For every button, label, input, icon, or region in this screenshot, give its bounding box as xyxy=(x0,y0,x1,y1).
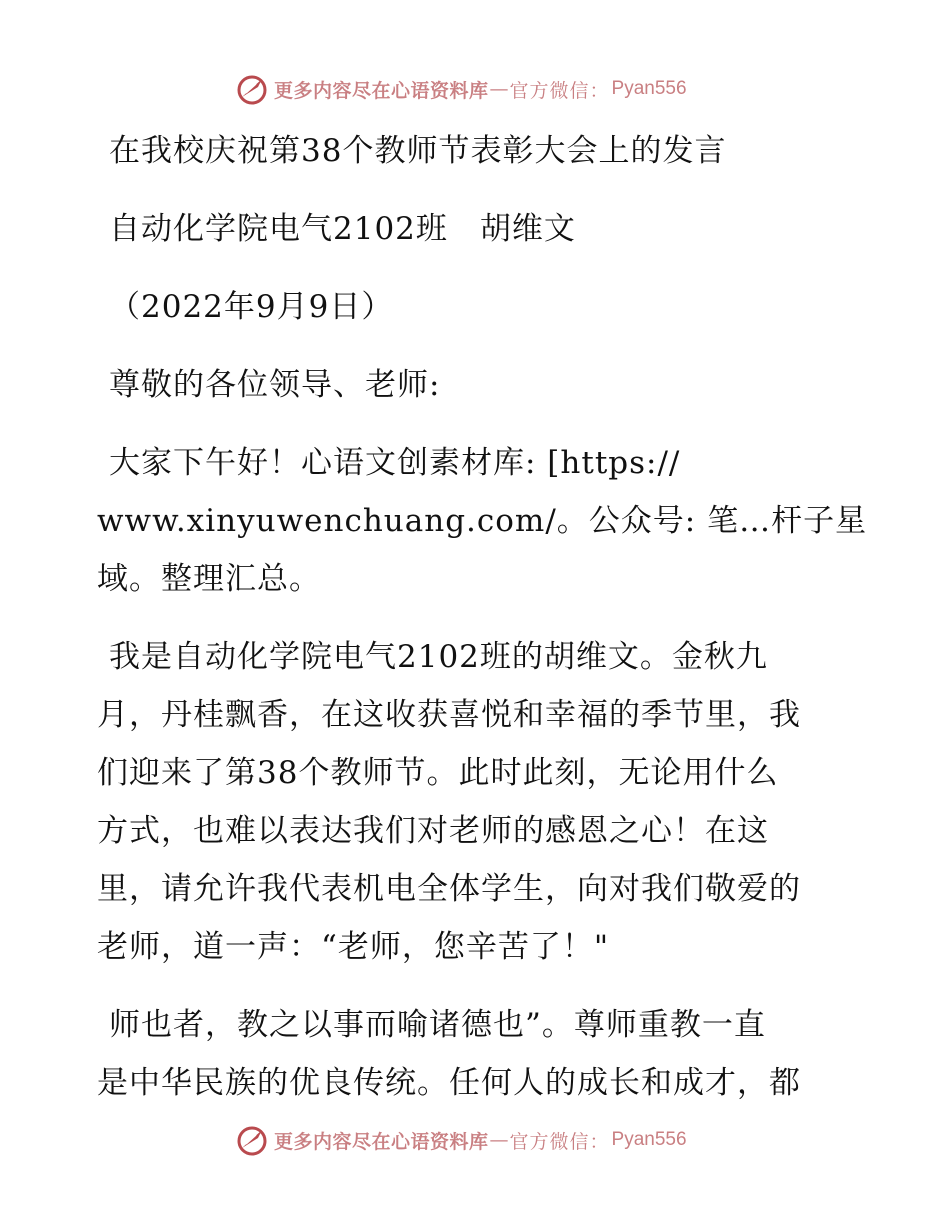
speech-salutation: 尊敬的各位领导、老师: xyxy=(109,367,441,403)
paragraph-1 xyxy=(97,434,868,608)
speech-date: （2022年9月9日） xyxy=(109,289,394,325)
paragraph-line: 域。整理汇总。 xyxy=(97,561,321,597)
paragraph-line: 老师，道一声：“老师，您辛苦了！" xyxy=(97,929,610,965)
banner-wechat-label: 官方微信： xyxy=(509,79,610,102)
paragraph-line: 师也者，教之以事而喻诸德也”。尊师重教一直 xyxy=(109,1007,766,1043)
paragraph-line: 里，请允许我代表机电全体学生，向对我们敬爱的 xyxy=(97,871,801,907)
paragraph-line: 们迎来了第38个教师节。此时此刻，无论用什么 xyxy=(97,755,779,791)
watermark-banner-bottom xyxy=(236,1123,687,1157)
paragraph-2 xyxy=(97,628,857,976)
banner-wechat-id: Pyan556 xyxy=(611,78,687,99)
quill-logo-icon xyxy=(236,73,268,105)
paragraph-line: 方式，也难以表达我们对老师的感恩之心！在这 xyxy=(97,813,769,849)
quill-logo-icon xyxy=(236,1124,268,1156)
banner-dash: — xyxy=(489,1129,509,1151)
paragraph-line: 我是自动化学院电气2102班的胡维文。金秋九 xyxy=(109,639,768,675)
speech-title: 在我校庆祝第38个教师节表彰大会上的发言 xyxy=(109,133,727,169)
watermark-banner-top xyxy=(236,72,687,106)
banner-dash: — xyxy=(489,78,509,100)
speech-author: 自动化学院电气2102班 胡维文 xyxy=(109,211,576,247)
paragraph-line: 大家下午好！心语文创素材库: [https:// xyxy=(109,445,681,481)
banner-wechat-label: 官方微信： xyxy=(509,1130,610,1153)
paragraph-3 xyxy=(97,996,857,1112)
banner-slogan: 更多内容尽在心语资料库 xyxy=(274,1130,489,1153)
paragraph-line: www.xinyuwenchuang.com/。公众号: 笔…杆子星 xyxy=(97,503,868,539)
banner-slogan: 更多内容尽在心语资料库 xyxy=(274,79,489,102)
banner-wechat-id: Pyan556 xyxy=(611,1129,687,1150)
paragraph-line: 是中华民族的优良传统。任何人的成长和成才，都 xyxy=(97,1065,801,1101)
document-body xyxy=(97,122,868,1112)
paragraph-line: 月，丹桂飘香，在这收获喜悦和幸福的季节里，我 xyxy=(97,697,801,733)
